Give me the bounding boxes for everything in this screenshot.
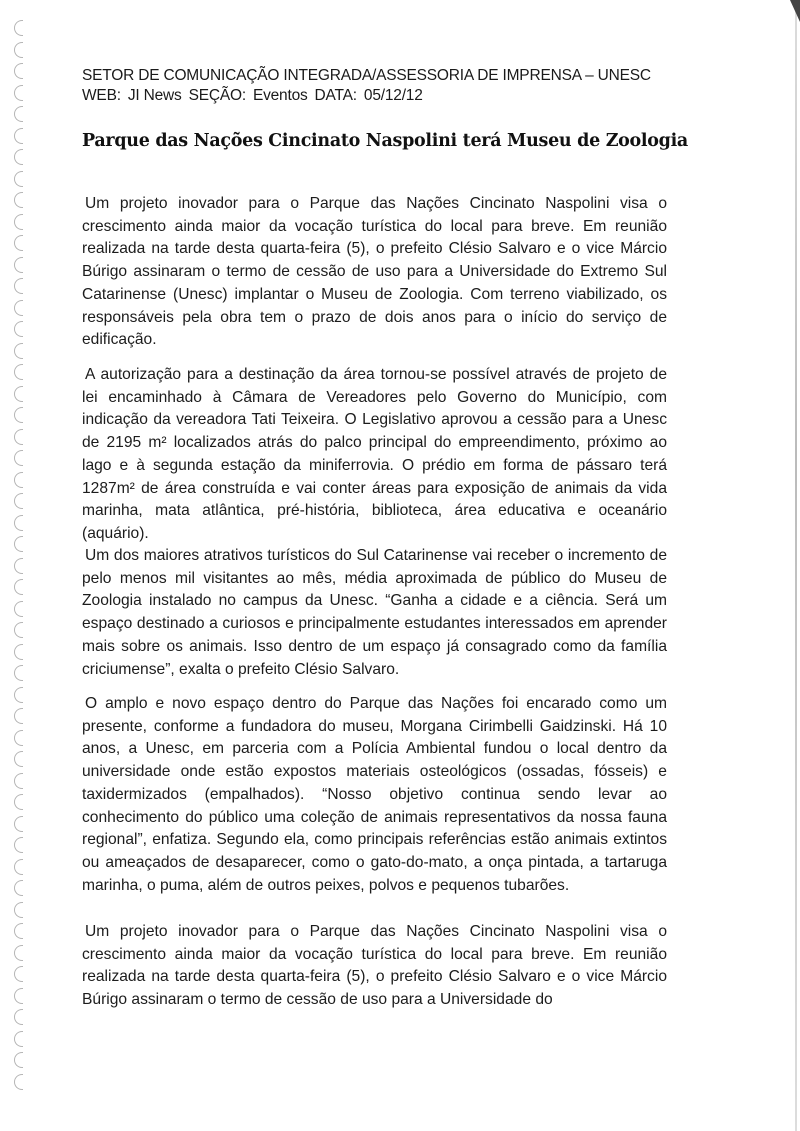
binder-hole: [14, 536, 23, 552]
binder-hole: [14, 106, 23, 122]
article-title: Parque das Nações Cincinato Naspolini terá Museu de Zoologia: [82, 131, 688, 151]
binder-hole: [14, 278, 23, 294]
paragraph-1: Um projeto inovador para o Parque das Nações Cincinato Naspolini visa o crescimento ainda maior da vocação turística do local para breve. Em reunião realizada na tarde desta quarta-feira (5), o prefeito Clésio Salvaro e o vice Márcio Búrigo assinaram o termo de cessão de uso para a Universidade do Extremo Sul Catarinense (Unesc) implantar o Museu de Zoologia. Com terreno viabilizado, os responsáveis pela obra tem o prazo de dois anos para o início do serviço de edificação.: [82, 195, 667, 349]
header-meta: [82, 86, 722, 106]
binder-hole: [14, 730, 23, 746]
paragraph-3: Um dos maiores atrativos turísticos do Sul Catarinense vai receber o incremento de pelo menos mil visitantes ao mês, média aproximada de público do Museu de Zoologia instalado no campus da Unesc. “Ganha a cidade e a ciência. Será um espaço destinado a curiosos e principalmente estudantes interessados em aprender mais sobre os animais. Isso dentro de um espaço já consagrado como da família criciumense”, exalta o prefeito Clésio Salvaro.: [82, 547, 667, 678]
binder-hole: [14, 42, 23, 58]
binder-hole: [14, 20, 23, 36]
binder-hole: [14, 708, 23, 724]
binder-hole: [14, 515, 23, 531]
binder-hole: [14, 192, 23, 208]
binder-hole: [14, 773, 23, 789]
binder-hole: [14, 343, 23, 359]
binder-hole: [14, 902, 23, 918]
binder-hole: [14, 558, 23, 574]
paragraph-5: Um projeto inovador para o Parque das Nações Cincinato Naspolini visa o crescimento ainda maior da vocação turística do local para breve. Em reunião realizada na tarde desta quarta-feira (5), o prefeito Clésio Salvaro e o vice Márcio Búrigo assinaram o termo de cessão de uso para a Universidade do: [82, 923, 667, 1009]
binder-hole: [14, 1009, 23, 1025]
binder-hole: [14, 1031, 23, 1047]
binder-hole: [14, 837, 23, 853]
binder-hole: [14, 493, 23, 509]
binder-hole: [14, 472, 23, 488]
binder-hole: [14, 923, 23, 939]
binder-hole: [14, 751, 23, 767]
binder-hole: [14, 1074, 23, 1090]
binder-hole: [14, 407, 23, 423]
binder-hole: [14, 880, 23, 896]
binder-hole: [14, 601, 23, 617]
binder-hole: [14, 945, 23, 961]
binder-hole: [14, 300, 23, 316]
binder-hole: [14, 988, 23, 1004]
binder-hole: [14, 816, 23, 832]
binder-hole: [14, 450, 23, 466]
binder-hole: [14, 171, 23, 187]
page-edge: [795, 0, 797, 1131]
binder-hole: [14, 859, 23, 875]
binder-hole: [14, 63, 23, 79]
binder-hole: [14, 579, 23, 595]
date-label: DATA:: [314, 87, 357, 104]
paragraph-2: A autorização para a destinação da área tornou-se possível através de projeto de lei encaminhado à Câmara de Vereadores pelo Governo do Município, com indicação da vereadora Tati Teixeira. O Legislativo aprovou a cessão para a Unesc de 2195 m² localizados atrás do palco principal do empreendimento, próximo ao lago e à segunda estação da miniferrovia. O prédio em forma de pássaro terá 1287m² de área construída e vai conter áreas para exposição de animais da vida marinha, mata atlântica, pré-história, biblioteca, área educativa e oceanário (aquário).: [82, 366, 667, 542]
binder-hole: [14, 85, 23, 101]
section-value: Eventos: [252, 87, 308, 104]
binder-hole: [14, 429, 23, 445]
binder-hole: [14, 214, 23, 230]
binder-hole: [14, 257, 23, 273]
paragraph-4: O amplo e novo espaço dentro do Parque das Nações foi encarado como um presente, conforme a fundadora do museu, Morgana Cirimbelli Gaidzinski. Há 10 anos, a Unesc, em parceria com a Polícia Ambiental fundou o local dentro da universidade onde estão expostos materiais osteológicos (ossadas, fósseis) e taxidermizados (empalhados). “Nosso objetivo continua sendo levar ao conhecimento do público uma coleção de animais representativos da nossa fauna regional”, enfatiza. Segundo ela, como principais referências estão animais extintos ou ameaçados de desaparecer, como o gato-do-mato, a onça pintada, a tartaruga marinha, o puma, além de outros peixes, polvos e pequenos tubarões.: [82, 695, 667, 894]
binder-hole: [14, 364, 23, 380]
binder-hole: [14, 128, 23, 144]
section-label: SEÇÃO:: [188, 87, 246, 104]
web-label: WEB:: [82, 87, 121, 104]
date-value: 05/12/12: [363, 87, 423, 104]
binder-hole: [14, 687, 23, 703]
document-header: [82, 66, 722, 106]
binder-hole: [14, 665, 23, 681]
binder-hole: [14, 622, 23, 638]
binder-hole: [14, 1052, 23, 1068]
header-department: SETOR DE COMUNICAÇÃO INTEGRADA/ASSESSORIA DE IMPRENSA – UNESC: [82, 67, 651, 84]
binder-holes: [14, 20, 30, 1120]
binder-hole: [14, 966, 23, 982]
binder-hole: [14, 321, 23, 337]
binder-hole: [14, 644, 23, 660]
binder-hole: [14, 149, 23, 165]
web-value: JI News: [127, 87, 182, 104]
binder-hole: [14, 794, 23, 810]
binder-hole: [14, 386, 23, 402]
binder-hole: [14, 235, 23, 251]
